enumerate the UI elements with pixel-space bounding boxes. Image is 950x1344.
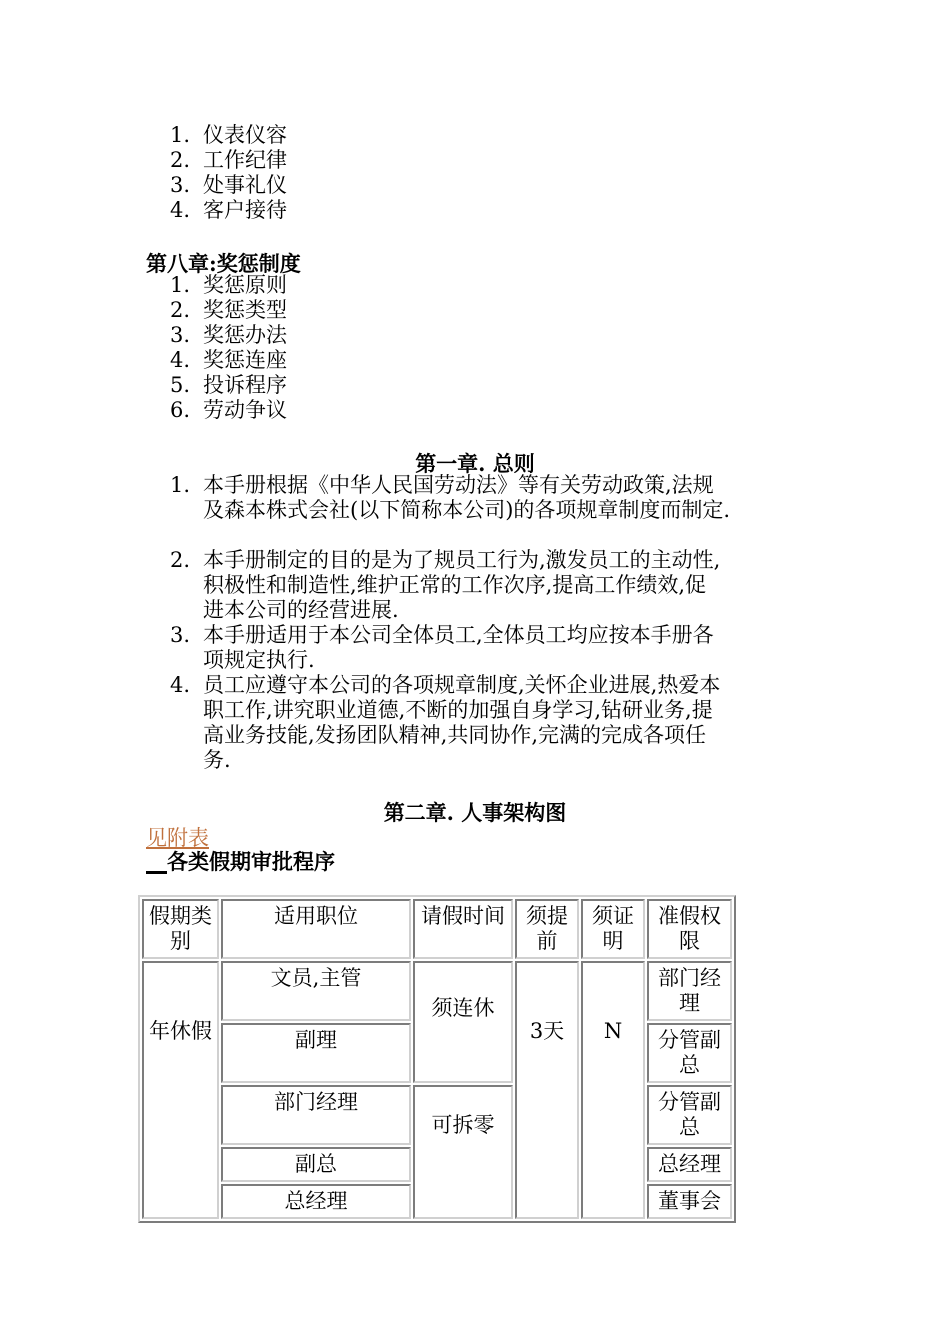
list-item: 2. 工作纪律 [170,148,287,172]
header-cell: 适用职位 [221,899,411,959]
position-cell: 部门经理 [221,1085,411,1145]
chapter8-title: 第八章:奖惩制度 [146,251,301,276]
list-item: 2. 本手册制定的目的是为了规员工行为,激发员工的主动性, 积极性和制造性,维护正常的工作次序,提高工作绩效,促 进本公司的经营进展. [170,548,721,622]
list-item: 3. 处事礼仪 [170,173,287,197]
header-cell: 须提前 [515,899,579,959]
approver-cell: 分管副总 [647,1085,732,1145]
list-item: 1. 奖惩原则 [170,273,287,297]
chapter1-list [170,473,730,773]
header-cell: 准假权限 [647,899,732,959]
table-row [142,961,732,1021]
chapter1-title: 第一章. 总则 [415,451,535,476]
list-item: 5. 投诉程序 [170,373,287,397]
list-item: 1. 本手册根据《中华人民国劳动法》等有关劳动政策,法规 及森本株式会社(以下简称本公司)的各项规章制度而制定. [170,473,731,522]
chapter2-title: 第二章. 人事架构图 [383,800,567,825]
chapter7-list [170,123,287,223]
time-option-cell: 须连休 [413,961,513,1083]
position-cell: 副总 [221,1147,411,1182]
approver-cell: 总经理 [647,1147,732,1182]
list-item: 4. 奖惩连座 [170,348,287,372]
position-cell: 总经理 [221,1184,411,1219]
appendix-link[interactable]: 见附表 [146,826,209,850]
list-item: 4. 员工应遵守本公司的各项规章制度,关怀企业进展,热爱本 职工作,讲究职业道德,不断的加强自身学习,钻研业务,提 高业务技能,发扬团队精神,共同协作,完满的完成各项任 务. [170,673,721,772]
list-item: 3. 奖惩办法 [170,323,287,347]
approver-cell: 董事会 [647,1184,732,1219]
chapter8-list [170,273,287,423]
list-item: 4. 客户接待 [170,198,287,222]
proof-cell: N [581,961,645,1219]
leave-type-cell: 年休假 [142,961,219,1219]
header-cell: 请假时间 [413,899,513,959]
list-item: 6. 劳动争议 [170,398,287,422]
table-header-row [142,899,732,959]
approver-cell: 部门经理 [647,961,732,1021]
list-item: 1. 仪表仪容 [170,123,287,147]
time-option-cell: 可拆零 [413,1085,513,1219]
advance-cell: 3天 [515,961,579,1219]
leave-approval-table [138,895,736,1223]
approver-cell: 分管副总 [647,1023,732,1083]
header-cell: 假期类别 [142,899,219,959]
list-item: 3. 本手册适用于本公司全体员工,全体员工均应按本手册各 项规定执行. [170,623,714,672]
leave-section-title: __各类假期审批程序 [146,849,335,874]
position-cell: 副理 [221,1023,411,1083]
header-cell: 须证明 [581,899,645,959]
list-item: 2. 奖惩类型 [170,298,287,322]
position-cell: 文员,主管 [221,961,411,1021]
